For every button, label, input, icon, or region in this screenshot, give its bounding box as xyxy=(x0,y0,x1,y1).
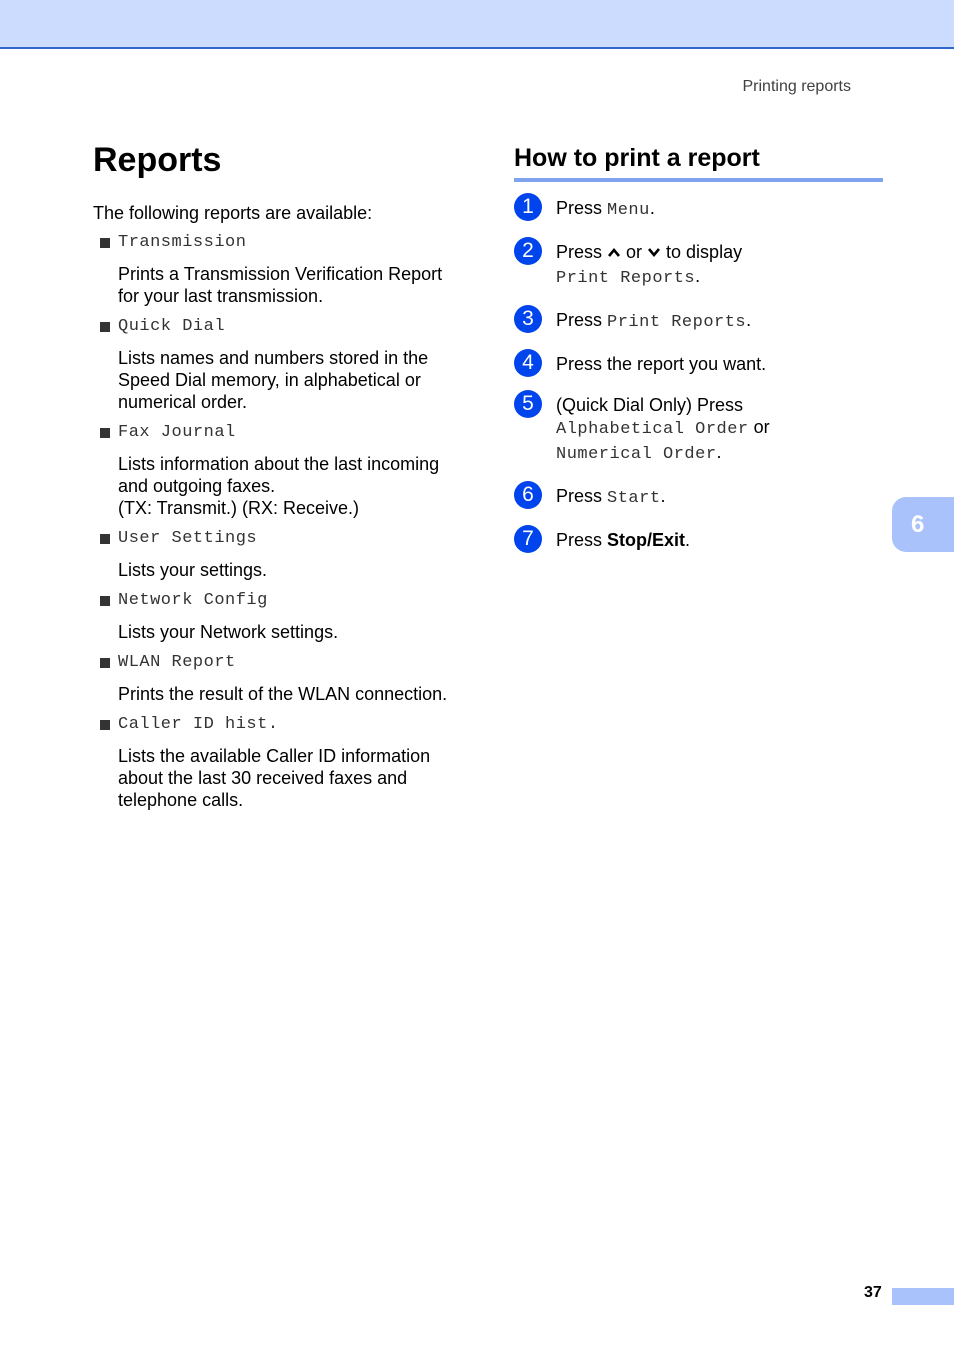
step-3 xyxy=(514,309,883,334)
step-text: Press xyxy=(556,486,608,506)
page-number-bar xyxy=(892,1288,954,1305)
desc-line: telephone calls. xyxy=(118,790,244,810)
desc-line: Lists the available Caller ID information xyxy=(118,746,431,766)
report-item xyxy=(93,652,473,705)
step-text: . xyxy=(716,442,722,462)
reports-column xyxy=(93,140,473,820)
desc-line: numerical order. xyxy=(118,392,248,412)
step-text: or xyxy=(748,417,770,437)
desc-line: Lists your settings. xyxy=(118,560,268,580)
step-text: Press the report you want. xyxy=(556,354,767,374)
square-bullet-icon xyxy=(100,596,110,606)
report-item xyxy=(93,528,473,581)
report-description xyxy=(93,453,473,519)
page-title: Reports xyxy=(93,141,222,179)
square-bullet-icon xyxy=(100,322,110,332)
desc-line: (TX: Transmit.) (RX: Receive.) xyxy=(118,498,360,518)
square-bullet-icon xyxy=(100,720,110,730)
report-name: Fax Journal xyxy=(118,423,236,442)
up-arrow-icon xyxy=(607,243,621,265)
page-number: 37 xyxy=(864,1284,882,1301)
step-2 xyxy=(514,241,883,290)
desc-line: Speed Dial memory, in alphabetical or xyxy=(118,370,421,390)
report-name: User Settings xyxy=(118,529,258,548)
running-header: Printing reports xyxy=(742,78,851,95)
square-bullet-icon xyxy=(100,534,110,544)
menu-option: Print Reports xyxy=(556,269,696,288)
menu-option: Print Reports xyxy=(607,313,747,332)
step-text: . xyxy=(660,486,666,506)
step-number-icon: 2 xyxy=(514,237,542,265)
step-text: or xyxy=(621,242,648,262)
key-name: Stop/Exit xyxy=(607,530,686,550)
report-description xyxy=(93,263,473,307)
chapter-tab: 6 xyxy=(892,497,954,552)
step-number-icon: 3 xyxy=(514,305,542,333)
step-text: to display xyxy=(661,242,743,262)
step-text: Press xyxy=(556,530,608,550)
report-item xyxy=(93,422,473,519)
desc-line: Prints the result of the WLAN connection. xyxy=(118,684,448,704)
step-number-icon: 6 xyxy=(514,481,542,509)
report-item xyxy=(93,714,473,811)
report-item xyxy=(93,590,473,643)
report-name: Caller ID hist. xyxy=(118,715,279,734)
report-item xyxy=(93,232,473,307)
down-arrow-icon xyxy=(647,243,661,265)
section-title: How to print a report xyxy=(514,143,883,182)
square-bullet-icon xyxy=(100,238,110,248)
step-text: Press xyxy=(556,242,608,262)
report-description xyxy=(93,683,473,705)
report-name: WLAN Report xyxy=(118,653,236,672)
desc-line: Lists your Network settings. xyxy=(118,622,339,642)
step-text: . xyxy=(695,266,701,286)
report-description xyxy=(93,745,473,811)
report-name: Network Config xyxy=(118,591,268,610)
menu-key: Menu xyxy=(607,201,650,220)
step-number-icon: 5 xyxy=(514,390,542,418)
step-text: Press xyxy=(556,198,608,218)
square-bullet-icon xyxy=(100,428,110,438)
step-number-icon: 1 xyxy=(514,193,542,221)
desc-line: Lists names and numbers stored in the xyxy=(118,348,429,368)
desc-line: for your last transmission. xyxy=(118,286,324,306)
report-name: Quick Dial xyxy=(118,317,226,336)
step-text: . xyxy=(685,530,691,550)
desc-line: Lists information about the last incoming xyxy=(118,454,440,474)
desc-line: and outgoing faxes. xyxy=(118,476,276,496)
step-5 xyxy=(514,394,883,466)
menu-option: Alphabetical Order xyxy=(556,420,749,439)
menu-option: Numerical Order xyxy=(556,445,717,464)
intro-text: The following reports are available: xyxy=(93,203,373,223)
step-7 xyxy=(514,529,883,551)
step-1 xyxy=(514,197,883,222)
report-item xyxy=(93,316,473,413)
step-text: . xyxy=(746,310,752,330)
step-number-icon: 4 xyxy=(514,349,542,377)
step-text: . xyxy=(649,198,655,218)
header-band xyxy=(0,0,954,49)
steps-column xyxy=(514,143,883,570)
desc-line: Prints a Transmission Verification Report xyxy=(118,264,443,284)
report-description xyxy=(93,347,473,413)
step-text: (Quick Dial Only) Press xyxy=(556,395,744,415)
step-4 xyxy=(514,353,883,375)
menu-key: Start xyxy=(607,489,661,508)
step-number-icon: 7 xyxy=(514,525,542,553)
step-6 xyxy=(514,485,883,510)
report-description xyxy=(93,621,473,643)
desc-line: about the last 30 received faxes and xyxy=(118,768,408,788)
step-text: Press xyxy=(556,310,608,330)
square-bullet-icon xyxy=(100,658,110,668)
report-name: Transmission xyxy=(118,233,247,252)
report-description xyxy=(93,559,473,581)
